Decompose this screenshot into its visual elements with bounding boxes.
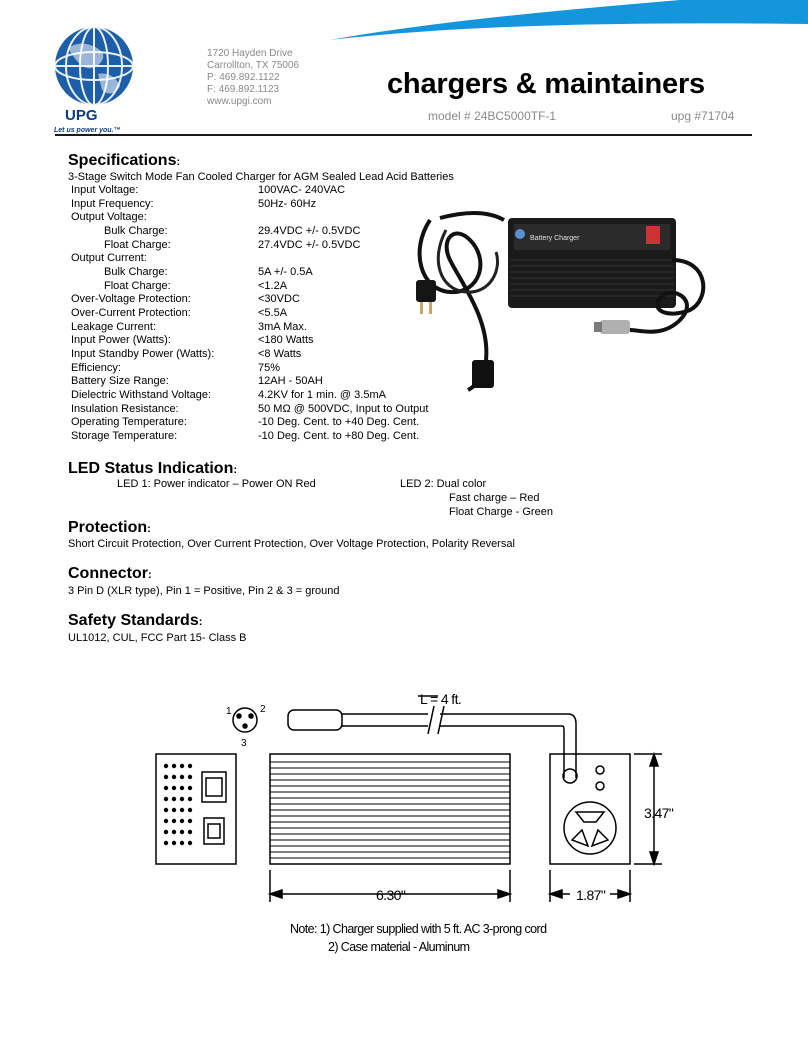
vent-hole (188, 841, 192, 845)
safety-heading (68, 612, 202, 630)
heading-text: Specifications (68, 152, 177, 169)
vent-hole (164, 819, 168, 823)
vent-hole (188, 775, 192, 779)
spec-value: 29.4VDC +/- 0.5VDC (258, 224, 361, 237)
spec-value: 4.2KV for 1 min. @ 3.5mA (258, 388, 386, 401)
vent-hole (172, 797, 176, 801)
height-label: 3.47" (644, 805, 674, 821)
led2-text: LED 2: Dual color (400, 478, 487, 490)
spec-value: <180 Watts (258, 334, 314, 347)
safety-text: UL1012, CUL, FCC Part 15- Class B (68, 632, 247, 644)
vent-holes (164, 764, 192, 845)
pin3-label: 3 (241, 738, 247, 749)
vent-hole (188, 797, 192, 801)
spec-label: Float Charge: (104, 279, 171, 292)
protection-heading (68, 519, 151, 537)
upg-globe-logo (54, 26, 140, 136)
heading-colon: : (198, 616, 203, 628)
vent-hole (172, 764, 176, 768)
logo-tagline: Let us power you.™ (54, 127, 121, 134)
spec-label: Efficiency: (71, 361, 121, 374)
vent-hole (172, 819, 176, 823)
heading-colon: : (233, 464, 238, 476)
spec-value: <5.5A (258, 306, 288, 319)
width-label: 1.87" (576, 887, 606, 903)
note-2: 2) Case material - Aluminum (328, 940, 470, 954)
pin1-label: 1 (226, 706, 232, 717)
spec-value: <1.2A (258, 279, 288, 292)
vent-hole (172, 786, 176, 790)
spec-value: 75% (258, 361, 281, 374)
spec-value: 12AH - 50AH (258, 375, 323, 388)
dimension-drawing (150, 690, 690, 920)
spec-label: Output Voltage: (71, 211, 147, 224)
vent-hole (188, 819, 192, 823)
spec-value: <8 Watts (258, 347, 302, 360)
spec-value: -10 Deg. Cent. to +40 Deg. Cent. (258, 416, 420, 429)
vent-hole (188, 764, 192, 768)
heading-colon: : (148, 569, 152, 581)
note-1: Note: 1) Charger supplied with 5 ft. AC 3-prong cord (290, 922, 547, 936)
vent-hole (180, 786, 184, 790)
heading-text: LED Status Indication (68, 460, 234, 477)
spec-label: Input Frequency: (71, 197, 154, 210)
spec-label: Battery Size Range: (71, 375, 169, 388)
vent-hole (188, 786, 192, 790)
address-line: Carrollton, TX 75006 (207, 60, 300, 71)
photo-label: Battery Charger (530, 235, 580, 242)
connector-heading (68, 565, 152, 583)
spec-value: <30VDC (258, 293, 300, 306)
vent-hole (172, 841, 176, 845)
spec-label: Insulation Resistance: (71, 402, 179, 415)
vent-hole (164, 830, 168, 834)
spec-label: Bulk Charge: (104, 224, 168, 237)
heading-text: Safety Standards (68, 612, 199, 629)
spec-label: Over-Voltage Protection: (71, 293, 191, 306)
vent-hole (164, 786, 168, 790)
spec-value: 5A +/- 0.5A (258, 265, 313, 278)
website-line: www.upgi.com (207, 96, 272, 107)
vent-hole (172, 830, 176, 834)
specifications-heading (68, 152, 180, 170)
vent-hole (180, 797, 184, 801)
specifications-intro: 3-Stage Switch Mode Fan Cooled Charger for AGM Sealed Lead Acid Batteries (68, 171, 454, 183)
vent-hole (180, 764, 184, 768)
spec-value: 3mA Max. (258, 320, 307, 333)
vent-hole (180, 775, 184, 779)
spec-label: Input Standby Power (Watts): (71, 347, 215, 360)
led2-fast-charge: Fast charge – Red (449, 492, 540, 504)
vent-hole (180, 808, 184, 812)
heading-colon: : (176, 156, 181, 168)
heading-colon: : (147, 523, 151, 535)
pin2-label: 2 (260, 704, 266, 715)
protection-text: Short Circuit Protection, Over Current Protection, Over Voltage Protection, Polarity Reversal (68, 538, 515, 550)
heading-text: Protection (68, 519, 148, 536)
charger-photo (410, 200, 706, 400)
spec-label: Float Charge: (104, 238, 171, 251)
spec-value: -10 Deg. Cent. to +80 Deg. Cent. (258, 429, 420, 442)
vent-hole (180, 841, 184, 845)
document-title: chargers & maintainers (387, 68, 705, 100)
vent-hole (164, 841, 168, 845)
spec-value: 100VAC- 240VAC (258, 184, 346, 196)
spec-label: Input Power (Watts): (71, 334, 171, 347)
header-rule (55, 134, 752, 136)
led1-text: LED 1: Power indicator – Power ON Red (117, 478, 316, 490)
vent-hole (188, 808, 192, 812)
upg-number: upg #71704 (671, 109, 735, 123)
spec-label: Leakage Current: (71, 320, 156, 333)
vent-hole (164, 764, 168, 768)
spec-label: Output Current: (71, 252, 147, 265)
phone-line: P: 469.892.1122 (207, 72, 280, 83)
vent-hole (164, 775, 168, 779)
connector-text: 3 Pin D (XLR type), Pin 1 = Positive, Pin 2 & 3 = ground (68, 585, 340, 597)
company-address (207, 48, 299, 108)
heading-text: Connector (68, 565, 148, 582)
vent-hole (180, 830, 184, 834)
spec-label: Over-Current Protection: (71, 306, 191, 319)
logo-name: UPG (65, 107, 98, 124)
spec-label: Storage Temperature: (71, 429, 178, 442)
vent-hole (164, 808, 168, 812)
model-number: model # 24BC5000TF-1 (428, 109, 557, 123)
spec-value: 27.4VDC +/- 0.5VDC (258, 238, 361, 251)
vent-hole (180, 819, 184, 823)
vent-hole (188, 830, 192, 834)
vent-hole (172, 775, 176, 779)
spec-value: 50 MΩ @ 500VDC, Input to Output (258, 402, 429, 415)
spec-label: Bulk Charge: (104, 265, 168, 278)
vent-hole (164, 797, 168, 801)
address-line: 1720 Hayden Drive (207, 48, 293, 59)
spec-label: Operating Temperature: (71, 416, 187, 429)
spec-label: Input Voltage: (71, 184, 139, 196)
length-label: 6.30" (376, 887, 406, 903)
vent-hole (172, 808, 176, 812)
led-status-heading (68, 460, 237, 478)
led2-float-charge: Float Charge - Green (449, 506, 553, 518)
spec-label: Dielectric Withstand Voltage: (71, 388, 212, 401)
cord-length-label: L = 4 ft. (420, 691, 462, 707)
fax-line: F: 469.892.1123 (207, 84, 280, 95)
spec-value: 50Hz- 60Hz (258, 197, 317, 210)
